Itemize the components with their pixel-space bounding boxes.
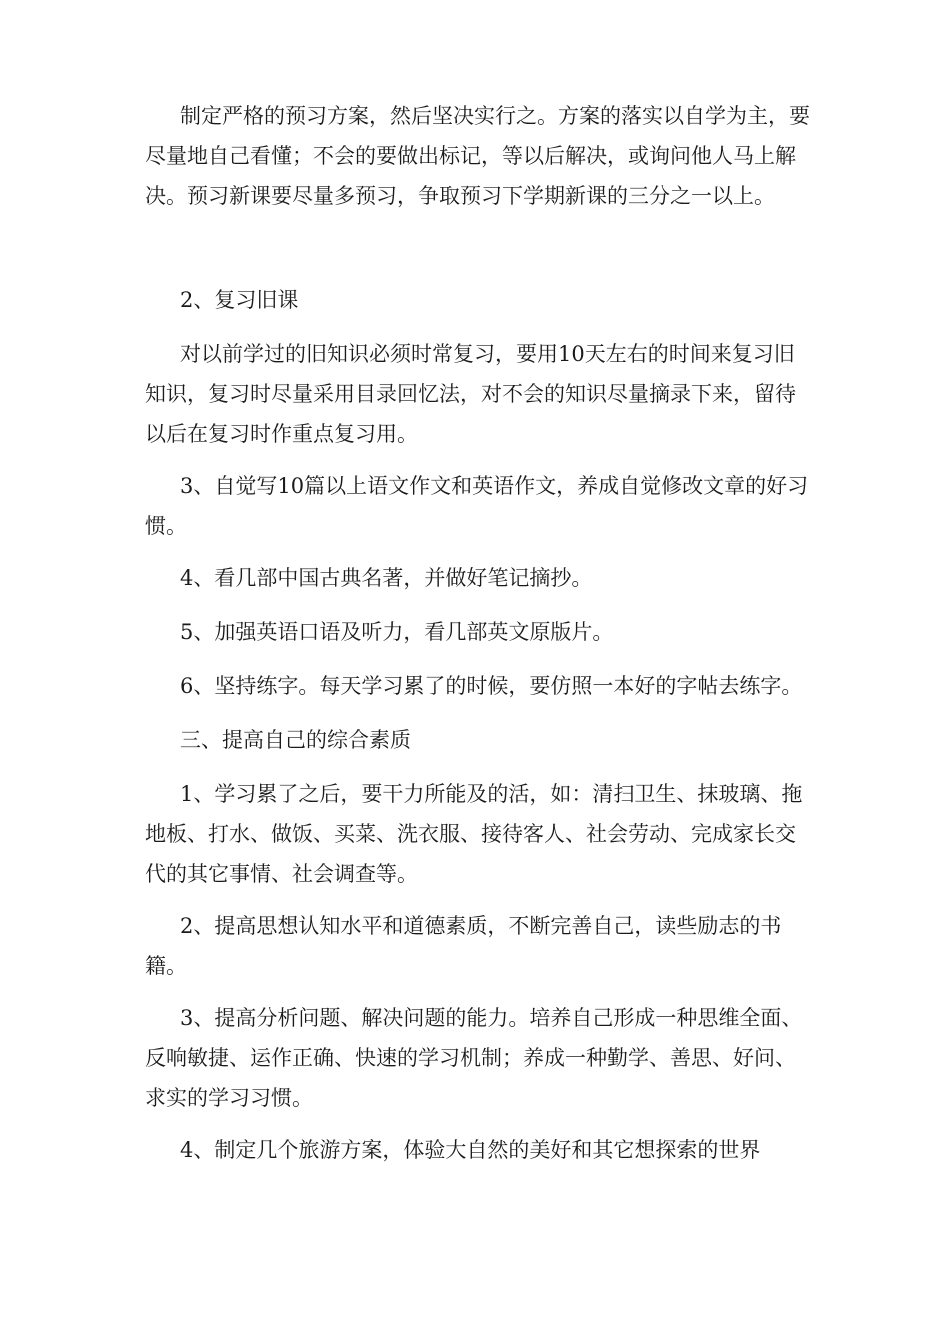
paragraph-preview-plan: 制定严格的预习方案，然后坚决实行之。方案的落实以自学为主，要尽量地自己看懂；不会的要做出标记，等以后解决，或询问他人马上解决。预习新课要尽量多预习，争取预习下学期新课的三分之一以上。 bbox=[145, 104, 810, 208]
paragraph-problem-solving: 3、提高分析问题、解决问题的能力。培养自己形成一种思维全面、反响敏捷、运作正确、快速的学习机制；养成一种勤学、善思、好问、求实的学习习惯。 bbox=[145, 1006, 803, 1110]
heading-review-old-lessons: 2、复习旧课 bbox=[180, 288, 299, 312]
paragraph-review-old-knowledge: 对以前学过的旧知识必须时常复习，要用10天左右的时间来复习旧知识，复习时尽量采用目录回忆法，对不会的知识尽量摘录下来，留待以后在复习时作重点复习用。 bbox=[145, 342, 796, 446]
paragraph-travel-plan: 4、制定几个旅游方案，体验大自然的美好和其它想探索的世界 bbox=[180, 1138, 761, 1162]
paragraph-moral-quality: 2、提高思想认知水平和道德素质，不断完善自己，读些励志的书籍。 bbox=[145, 914, 782, 978]
paragraph-english-listening: 5、加强英语口语及听力，看几部英文原版片。 bbox=[180, 620, 614, 644]
paragraph-writing-essays: 3、自觉写10篇以上语文作文和英语作文，养成自觉修改文章的好习惯。 bbox=[145, 474, 809, 538]
paragraph-classic-novels: 4、看几部中国古典名著，并做好笔记摘抄。 bbox=[180, 566, 593, 590]
paragraph-housework: 1、学习累了之后，要干力所能及的活，如：清扫卫生、抹玻璃、拖地板、打水、做饭、买菜、洗衣服、接待客人、社会劳动、完成家长交代的其它事情、社会调查等。 bbox=[145, 782, 803, 886]
paragraph-calligraphy: 6、坚持练字。每天学习累了的时候，要仿照一本好的字帖去练字。 bbox=[180, 674, 803, 698]
heading-comprehensive-quality: 三、提高自己的综合素质 bbox=[180, 728, 411, 752]
